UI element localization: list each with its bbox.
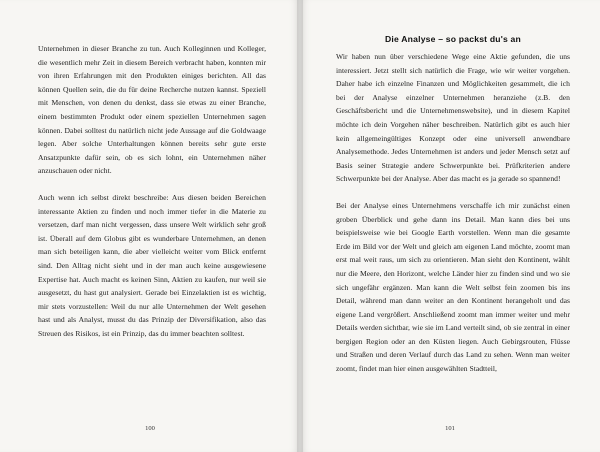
left-page-number: 100	[145, 425, 155, 432]
left-paragraph-2: Auch wenn ich selbst direkt beschreibe: Aus diesen beiden Bereichen interessante Aktien zu finden und noch immer tiefer in die Materie zu versetzen, darf man nicht vergessen, dass unsere Welt wirklich sehr groß ist. Überall auf dem Globus gibt es wunderbare Unternehmen, an denen man sich beteiligen kann, die aber vielleicht weiter vom Blick entfernt sind. Den Alltag nicht sieht und in der man auch keine ausgewiesene Expertise hat. Auch macht es keinen Sinn, Aktien zu kaufen, nur weil sie ausgesetzt, du hast gut analysiert. Gerade bei Einzelaktien ist es wichtig, mir stets vorzustellen: Weil du nur alle Unternehmen der Welt gesehen hast und als Analyst, musst du das Prinzip der Diversifikation, also das Streuen des Risikos, ist ein Prinzip, das du immer beachten solltest.	[38, 192, 266, 338]
right-paragraph-2: Bei der Analyse eines Unternehmens verschaffe ich mir zunächst einen groben Überblick und gehe dann ins Detail. Man kann dies bei uns beispielsweise wie bei Google Earth vorstellen. Wenn man die gesamte Erde im Bild vor der Welt und gleich am eigenen Land möchte, zoomt man erst mal weit raus, um sich zu orientieren. Man sieht den Kontinent, wählt nur die Meere, den Horizont, welche Länder hier zu finden sind und wo sie sich ungefähr ergänzen. Man kann die Welt selbst fein zoomen bis ins Detail, während man dann weiter an den Kontinent herangeholt und das eigene Land vergrößert. Anschließend zoomt man immer weiter und mehr Details werden sichtbar, wie sie im Land verteilt sind, ob sie zentral in einer bergigen Region oder an den Küsten liegen. Auch Gebirgsrouten, Flüsse und Straßen und deren Verlauf durch das Land zu sehen. Wenn man weiter zoomt, findet man hier einen ausgewählten Stadtteil,	[336, 200, 570, 374]
right-page	[300, 0, 600, 452]
section-heading: Die Analyse – so packst du's an	[385, 34, 521, 44]
book-gutter	[297, 0, 303, 452]
right-page-number: 101	[445, 425, 455, 432]
right-paragraph-1: Wir haben nun über verschiedene Wege eine Aktie gefunden, die uns interessiert. Jetzt stellt sich natürlich die Frage, wie wir weiter vorgehen. Daher habe ich einzelne Finanzen und Möglichkeiten gesammelt, die ich bei der Analyse einzelner Unternehmen heranziehe (z.B. den Geschäftsbericht und die Unternehmenswebsite), und in diesem Kapitel möchte ich dein Vorgehen näher beschreiben. Natürlich gibt es auch hier kein allgemeingültiges Konzept oder eine universell anwendbare Analysemethode. Jedes Unternehmen ist anders und jeder Mensch setzt auf Basis seiner Strategie andere Schwerpunkte bei. Prüfkriterien andere Schwerpunkte bei der Analyse. Aber das macht es ja gerade so spannend!	[336, 52, 570, 184]
left-paragraph-1: Unternehmen in dieser Branche zu tun. Auch Kolleginnen und Kolleger, die wesentlich mehr Zeit in diesem Bereich verbracht haben, konnten mir von ihren Erfahrungen mit den Produkten einiges berichten. All das können Quellen sein, die du für deine Recherche nutzen kannst. Speziell mit Menschen, von denen du denkst, dass sie etwas zu einer Branche, einem bestimmten Produkt oder einem speziellen Unternehmen sagen können. Dabei solltest du natürlich nicht jede Aussage auf die Goldwaage legen. Aber solche Unterhaltungen können bereits sehr gute erste Ansatzpunkte dafür sein, ob es sich lohnt, ein Unternehmen näher anzuschauen oder nicht.	[38, 44, 266, 176]
